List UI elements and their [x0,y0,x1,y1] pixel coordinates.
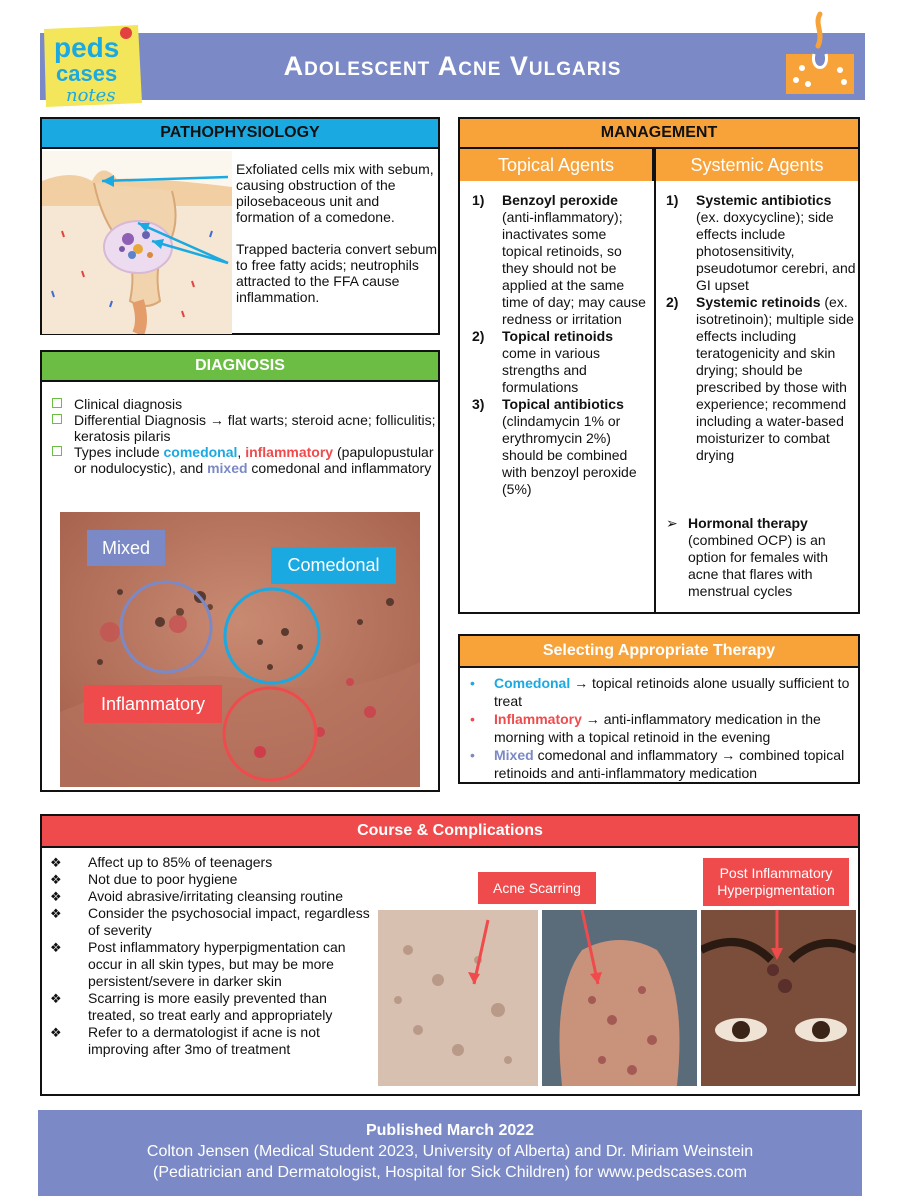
checkbox-icon [52,398,62,408]
course-item-text: Not due to poor hygiene [88,871,238,887]
drug-name: Hormonal therapy [688,515,808,531]
list-item [472,396,650,498]
mixed-label: Mixed [87,530,165,566]
published-date: Published March 2022 [365,1122,535,1139]
diamond-bullet-icon: ❖ [50,889,62,904]
list-item [50,888,376,905]
hair-follicle-icon [780,10,860,100]
item-number: 2) [666,294,679,310]
acne-scarring-back-photo [542,910,697,1086]
checkbox-icon [52,414,62,424]
course-list [50,854,376,1058]
list-item [50,871,376,888]
pathophysiology-heading: PATHOPHYSIOLOGY [42,119,438,149]
diagnosis-item-text: Types include [74,444,164,460]
pedscases-logo [40,25,144,109]
course-complications-heading: Course & Complications [42,816,858,848]
list-item [472,192,650,328]
acne-scarring-face-photo [378,910,538,1086]
comedonal-label: Comedonal [271,547,396,584]
course-item-text: Scarring is more easily prevented than treated, so treat early and appropriately [88,990,333,1023]
list-item [666,294,856,464]
bullet-icon: • [470,711,475,727]
selecting-therapy-heading: Selecting Appropriate Therapy [460,636,858,668]
course-item-text: Affect up to 85% of teenagers [88,854,273,870]
list-item [470,746,854,782]
list-item [470,710,854,746]
drug-description: (ex. isotretinoin); multiple side effects including teratogenicity and skin drying; should be prescribed by those with experience; recommend including a water-based moisturizer to combat drying [696,294,854,463]
drug-description: (ex. doxycycline); side effects include photosensitivity, pseudotumor cerebri, and GI upset [696,209,856,293]
diagnosis-list [50,396,436,476]
management-heading: MANAGEMENT [460,119,858,149]
topical-agents-heading: Topical Agents [460,149,654,181]
list-item [50,854,376,871]
drug-name: Topical antibiotics [502,396,624,412]
drug-description: (clindamycin 1% or erythromycin 2%) should be combined with benzoyl peroxide (5%) [502,413,637,497]
author-line-2: (Pediatrician and Dermatologist, Hospital for Sick Children) for www.pedscases.com [152,1164,747,1181]
hormonal-therapy-item [666,515,856,600]
mixed-term: mixed [207,460,248,476]
therapy-text: → topical retinoids alone usually sufficient to treat [494,675,850,709]
diamond-bullet-icon: ❖ [50,991,62,1006]
topical-agents-list [472,192,650,498]
diagnosis-item-text: Differential Diagnosis → flat warts; steroid acne; folliculitis; keratosis pilaris [74,412,436,444]
checkbox-icon [52,446,62,456]
drug-description: come in various strengths and formulations [502,345,601,395]
bullet-icon: • [470,747,475,763]
diagnosis-item-text: , [237,444,246,460]
column-divider [654,149,656,612]
list-item [50,444,436,476]
list-item [50,396,436,412]
diamond-bullet-icon: ❖ [50,855,62,870]
diagnosis-item-text: Clinical diagnosis [74,396,183,412]
inflammatory-term: inflammatory [245,444,334,460]
diagnosis-item-text: (papulopustular or nodulocystic), and [74,444,434,476]
drug-name: Benzoyl peroxide [502,192,618,208]
comedonal-term: comedonal [163,444,238,460]
diamond-bullet-icon: ❖ [50,872,62,887]
pilosebaceous-diagram [42,151,232,334]
footer [38,1110,862,1196]
selecting-therapy-list [470,674,854,782]
acne-type-term: Comedonal [494,675,571,691]
acne-type-term: Inflammatory [494,711,582,727]
item-number: 2) [472,328,485,344]
acne-scarring-caption: Acne Scarring [478,872,596,904]
course-item-text: Avoid abrasive/irritating cleansing routine [88,888,343,904]
therapy-text: comedonal and inflammatory → combined topical retinoids and anti-inflammatory medication [494,747,845,781]
list-item [472,328,650,396]
logo-text-notes: notes [66,85,116,106]
drug-description: (combined OCP) is an option for females with acne that flares with menstrual cycles [688,532,829,599]
item-number: 3) [472,396,485,412]
pathophysiology-text [236,161,438,321]
logo-text-peds: peds [54,32,120,63]
course-item-text: Consider the psychosocial impact, regardless of severity [88,905,370,938]
pathophysiology-para-1: Exfoliated cells mix with sebum, causing obstruction of the pilosebaceous unit and formation of a comedone. [236,161,434,225]
hyperpigmentation-photo [701,910,856,1086]
course-item-text: Refer to a dermatologist if acne is not improving after 3mo of treatment [88,1024,320,1057]
page-title: Adolescent Acne Vulgaris [283,51,622,81]
inflammatory-label: Inflammatory [84,685,222,723]
therapy-text: → anti-inflammatory medication in the morning with a topical retinoid in the evening [494,711,821,745]
drug-description: (anti-inflammatory); inactivates some topical retinoids, so they should not be applied at the same time of day; may cause redness or irritation [502,209,646,327]
hyperpigmentation-caption: Post Inflammatory Hyperpigmentation [702,857,850,907]
item-number: 1) [666,192,679,208]
pathophysiology-para-2: Trapped bacteria convert sebum to free fatty acids; neutrophils attracted to the FFA cause inflammation. [236,241,438,305]
diamond-bullet-icon: ❖ [50,940,62,955]
list-item [666,192,856,294]
diagnosis-heading: DIAGNOSIS [42,352,438,382]
list-item [470,674,854,710]
list-item [50,939,376,990]
drug-name: Topical retinoids [502,328,613,344]
logo-text-cases: cases [56,61,118,86]
list-item [50,990,376,1024]
list-item [50,905,376,939]
course-item-text: Post inflammatory hyperpigmentation can occur in all skin types, but may be more persistent/severe in darker skin [88,939,346,989]
systemic-agents-heading: Systemic Agents [656,149,858,181]
bullet-icon: • [470,675,475,691]
item-number: 1) [472,192,485,208]
list-item [50,412,436,444]
acne-type-term: Mixed [494,747,534,763]
diamond-bullet-icon: ❖ [50,1025,62,1040]
drug-name: Systemic antibiotics [696,192,832,208]
diagnosis-item-text: comedonal and inflammatory [247,460,432,476]
author-line-1: Colton Jensen (Medical Student 2023, University of Alberta) and Dr. Miriam Weinstein [146,1143,754,1160]
arrow-bullet-icon: ➢ [666,515,678,531]
diamond-bullet-icon: ❖ [50,906,62,921]
systemic-agents-list [666,192,856,464]
drug-name: Systemic retinoids [696,294,821,310]
list-item [50,1024,376,1058]
